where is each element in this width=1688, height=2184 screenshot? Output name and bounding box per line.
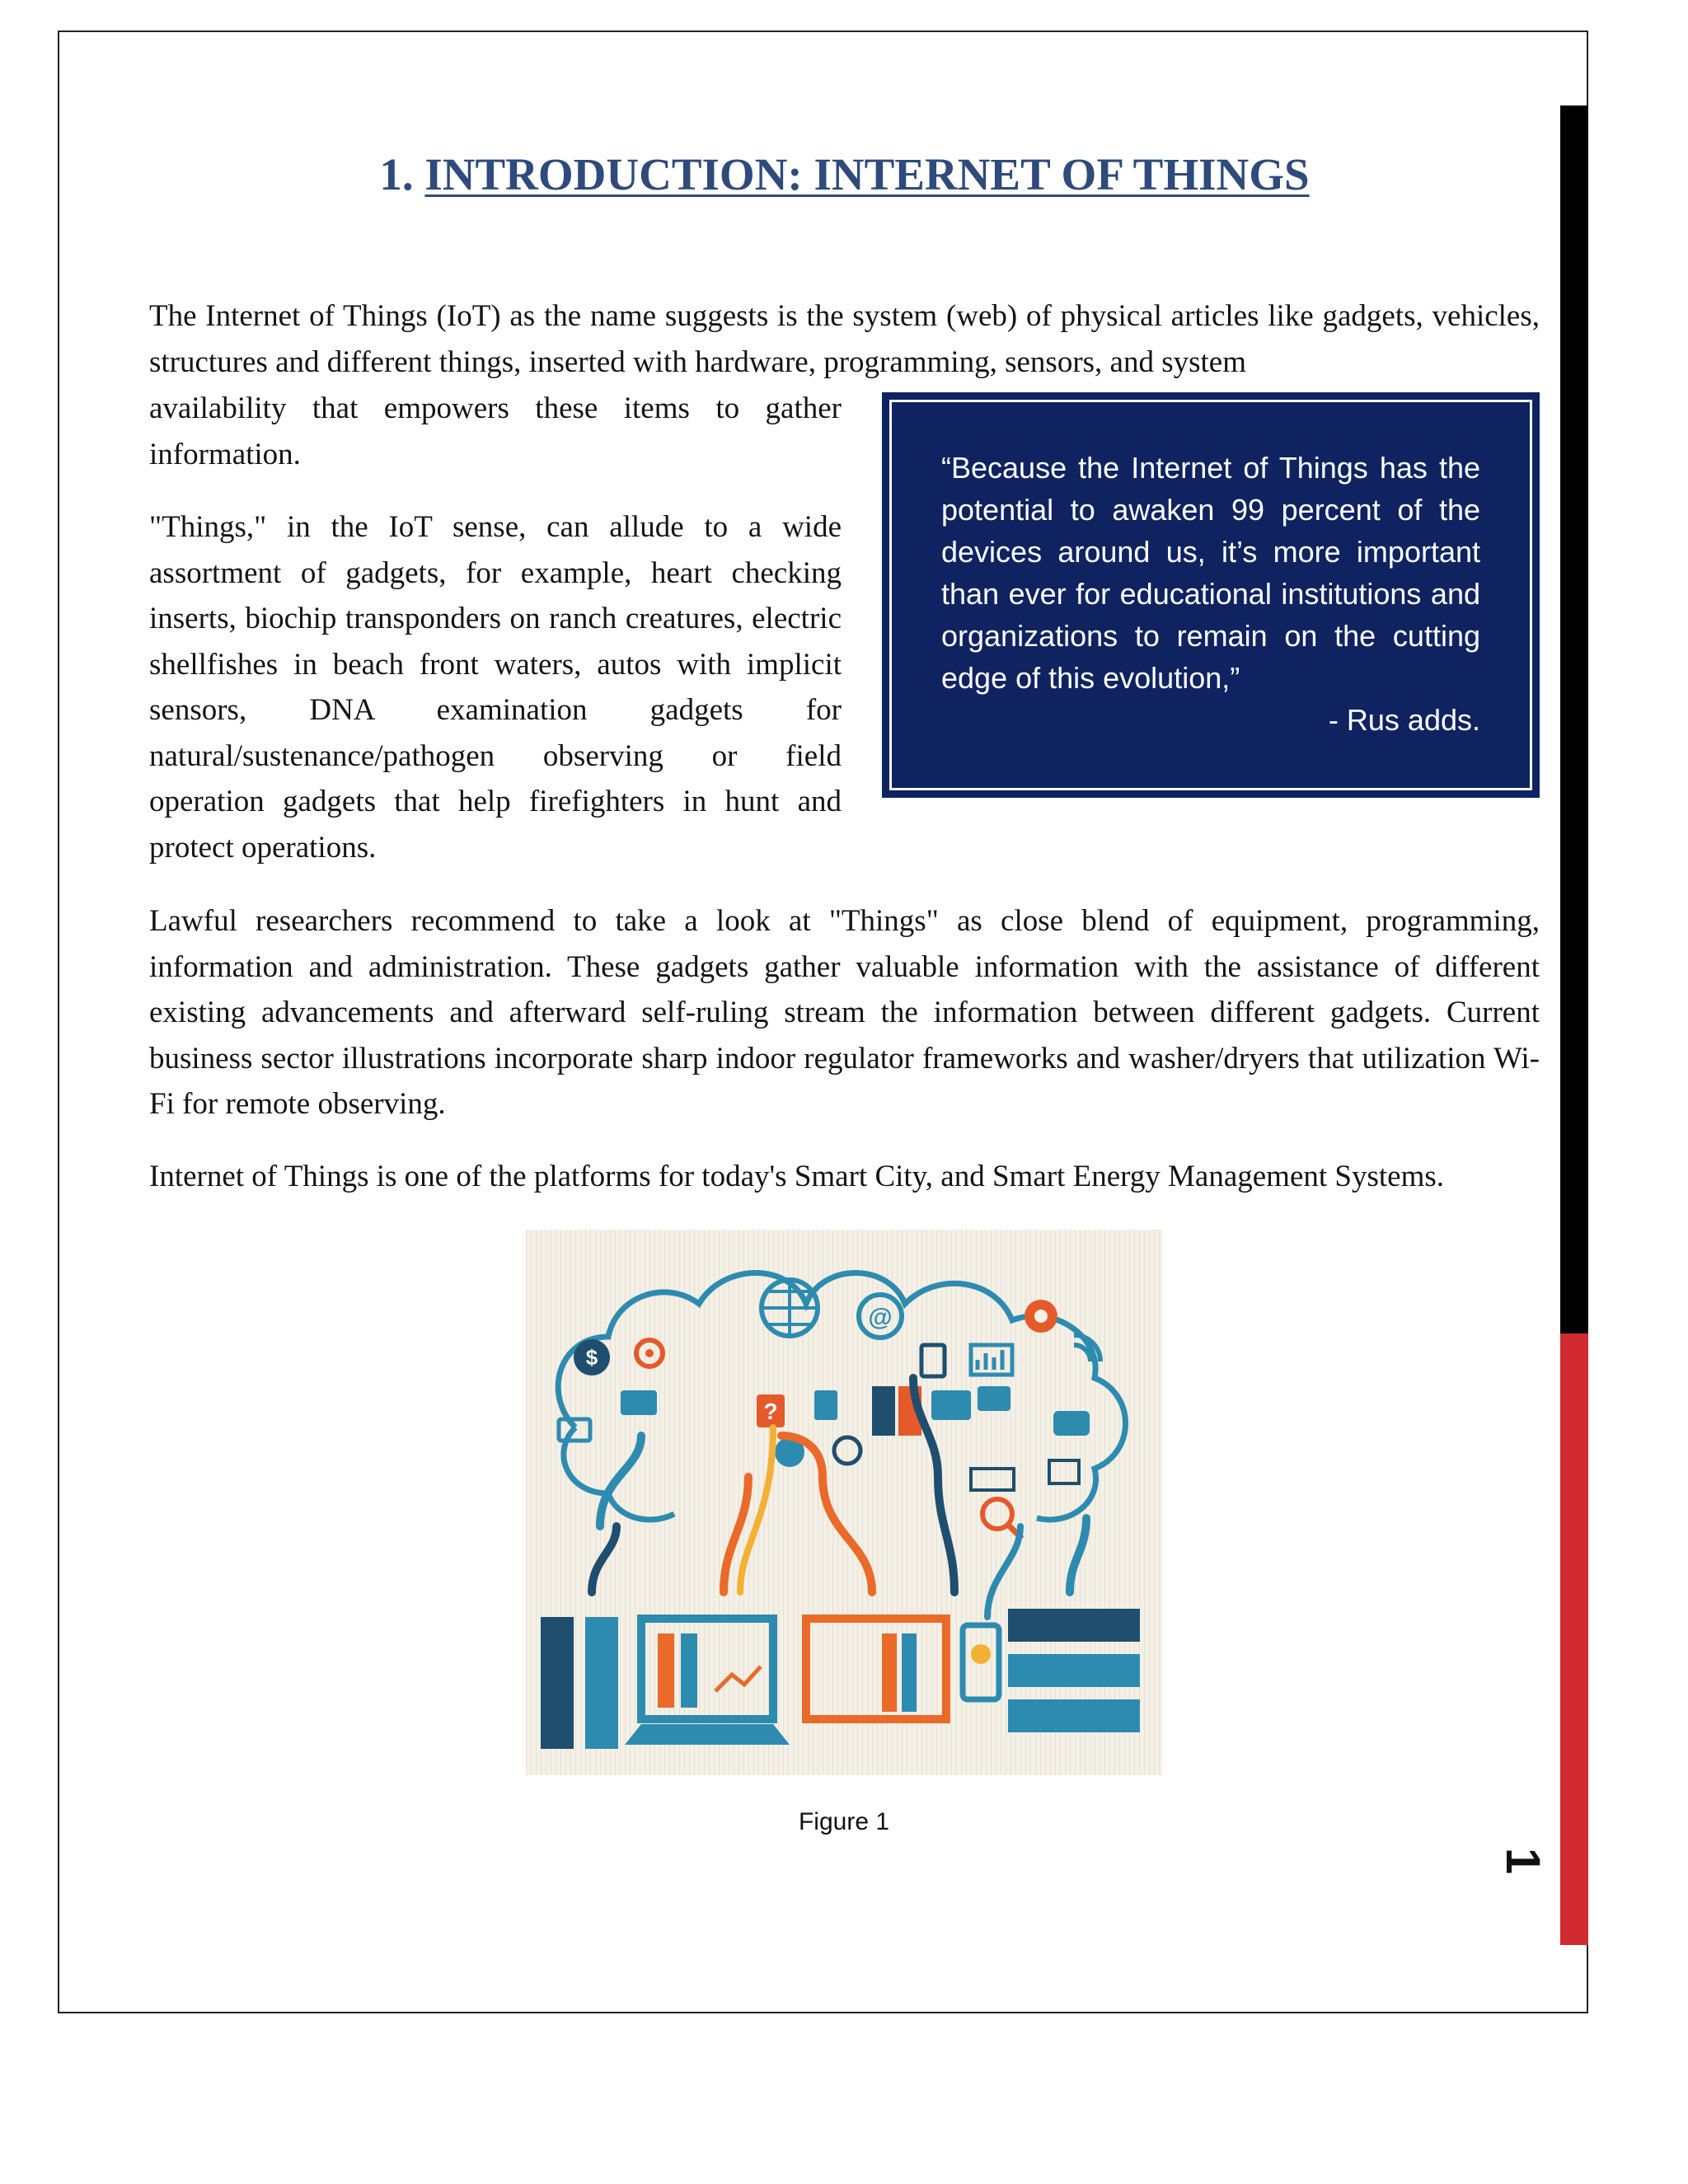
binder-icon [872,1386,895,1436]
quote-box [882,392,1540,798]
quote-inner-border [889,400,1532,790]
server-tower-icon-2 [585,1617,618,1749]
quote-text: “Because the Internet of Things has the potential to awaken 99 percent of the devices around us, it’s more important than ever for educational institutions and organizations to remain on the cutting edge of this evolution,” [941,451,1480,695]
figure-caption: Figure 1 [798,1808,890,1835]
heading-number: 1. [379,149,414,199]
server-tower-icon [541,1617,574,1749]
iot-network-illustration [526,1230,1162,1775]
section-heading [149,148,1540,200]
lightbulb-icon [971,1644,991,1664]
svg-text:@: @ [868,1304,893,1331]
server-rack-icon [1008,1609,1140,1642]
message-icon [978,1386,1010,1411]
side-bar-black [1560,105,1588,1333]
paragraph-things: "Things," in the IoT sense, can allude to a wide assortment of gadgets, for example, heart checking inserts, biochip transponders on ranch creatures, electric shellfishes in beach front waters, autos with implicit sensors, DNA examination gadgets for natural/sustenance/pathogen observing or field operation gadgets that help firefighters in hunt and protect operations. [149,510,842,865]
quote-author: - Rus adds. [1328,703,1480,737]
svg-text:$: $ [585,1345,598,1370]
paragraph-intro-column: availability that empowers these items to gather information. [149,391,842,471]
paragraph-researchers: Lawful researchers recommend to take a look at "Things" as close blend of equipment, programming, information and administration. These gadgets gather valuable information with the assistance of different existing advancements and afterward self-ruling stream the information between different gadgets. Current business sector illustrations incorporate sharp indoor regulator frameworks and washer/dryers that utilization Wi-Fi for remote observing. [149,904,1540,1121]
chat-icon [931,1390,971,1420]
bubble-icon [1053,1411,1090,1436]
page-number: 1 [1496,1847,1550,1875]
heading-text: INTRODUCTION: INTERNET OF THINGS [424,149,1310,199]
side-bar-red [1560,1333,1588,1945]
server-rack-icon-3 [1008,1699,1140,1732]
briefcase-icon [621,1390,657,1415]
server-rack-icon-2 [1008,1654,1140,1687]
paragraph-intro-full: The Internet of Things (IoT) as the name suggests is the system (web) of physical articles like gadgets, vehicles, structures and different things, inserted with hardware, programming, sensors, and system [149,299,1540,379]
paragraph-smart-city: Internet of Things is one of the platforms for today's Smart City, and Smart Energy Management Systems. [149,1160,1445,1193]
calculator-icon [814,1390,837,1420]
svg-text:?: ? [763,1399,778,1424]
